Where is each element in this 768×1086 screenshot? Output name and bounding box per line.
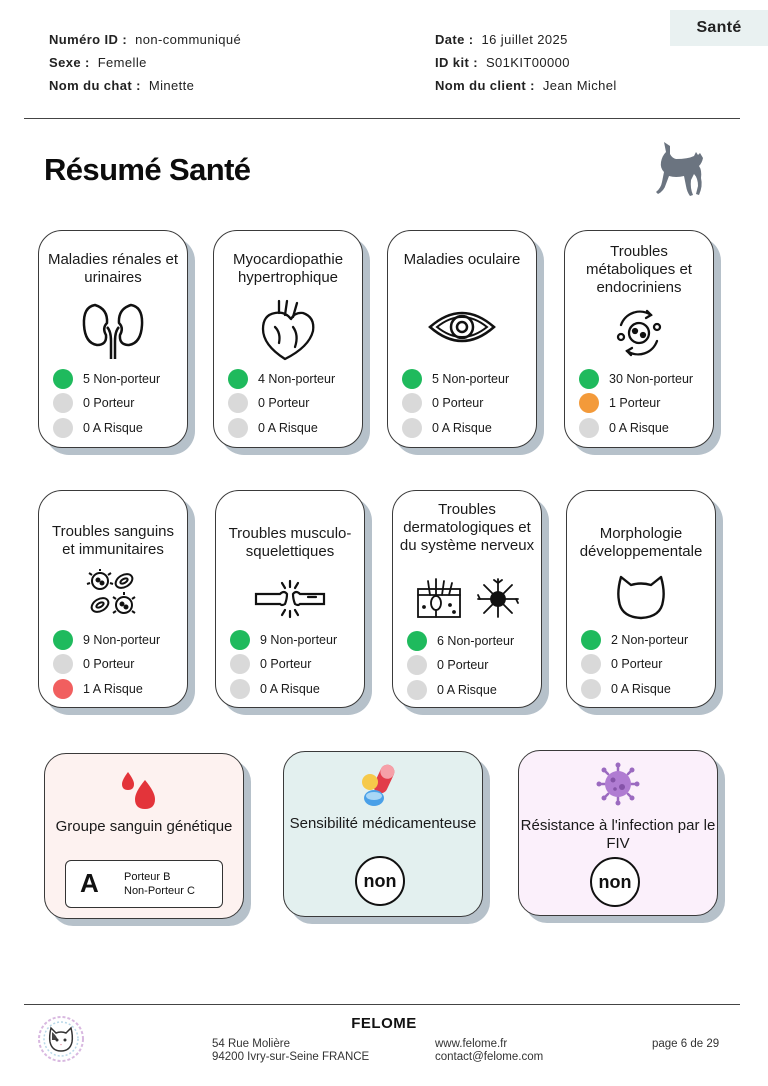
stat-porteur: 0 Porteur	[228, 393, 309, 413]
footer-brand: FELOME	[351, 1015, 417, 1032]
stat-a-risque: 0 A Risque	[402, 418, 492, 438]
status-dot	[402, 393, 422, 413]
card-title: Groupe sanguin génétique	[55, 818, 233, 835]
stat-porteur: 0 Porteur	[53, 393, 134, 413]
status-dot	[579, 418, 599, 438]
footer-divider	[24, 1004, 740, 1005]
stat-porteur: 0 Porteur	[581, 654, 662, 674]
card-title: Myocardiopathie hypertrophique	[232, 251, 344, 286]
section-tag	[670, 10, 768, 46]
card-musculo	[215, 490, 365, 708]
status-dot	[53, 369, 73, 389]
status-dot	[581, 679, 601, 699]
status-dot	[230, 654, 250, 674]
stat-a-risque: 0 A Risque	[230, 679, 320, 699]
stat-porteur: 0 Porteur	[53, 654, 134, 674]
blood-group-result	[65, 860, 223, 908]
stat-non-porteur: 9 Non-porteur	[53, 630, 160, 650]
stat-non-porteur: 30 Non-porteur	[579, 369, 693, 389]
status-dot	[230, 679, 250, 699]
blood-group-line2: Non-Porteur C	[124, 885, 195, 897]
status-dot	[230, 630, 250, 650]
card-title: Troubles métaboliques et endocriniens	[586, 243, 692, 296]
info-sexe: Sexe : Femelle	[49, 55, 147, 70]
page-number: page 6 de 29	[652, 1038, 720, 1050]
status-dot	[53, 679, 73, 699]
card-myocardiopathie	[213, 230, 363, 448]
virus-icon	[595, 761, 641, 807]
status-dot	[228, 418, 248, 438]
status-dot	[581, 630, 601, 650]
info-date: Date : 16 juillet 2025	[435, 32, 568, 47]
header-divider	[24, 118, 740, 119]
stat-a-risque: 1 A Risque	[53, 679, 143, 699]
card-title: Sensibilité médicamenteuse	[289, 815, 477, 832]
stat-a-risque: 0 A Risque	[53, 418, 143, 438]
footer-address-line1: 54 Rue Molière	[212, 1038, 290, 1050]
footer-website-link[interactable]: www.felome.fr	[435, 1038, 508, 1050]
metabolism-cycle-icon	[565, 307, 713, 359]
stat-porteur: 0 Porteur	[230, 654, 311, 674]
status-dot	[53, 393, 73, 413]
card-title: Maladies oculaire	[403, 251, 521, 268]
info-numero-id: Numéro ID : non-communiqué	[49, 32, 242, 47]
section-tag-label: Santé	[696, 19, 742, 36]
status-dot	[402, 369, 422, 389]
drug-sensitivity-result: non	[355, 856, 405, 906]
fiv-resistance-result: non	[590, 857, 640, 907]
pills-icon	[360, 762, 400, 808]
card-title: Résistance à l'infection par le FIV	[520, 817, 716, 852]
status-dot	[228, 369, 248, 389]
card-title: Troubles dermatologiques et du système nerveux	[399, 501, 535, 554]
blood-group-line1: Porteur B	[124, 871, 171, 883]
status-dot	[228, 393, 248, 413]
card-fiv-resistance	[518, 750, 718, 916]
cat-silhouette-icon	[646, 138, 708, 200]
card-title: Troubles musculo-squelettiques	[228, 525, 352, 560]
stat-porteur: 0 Porteur	[402, 393, 483, 413]
stat-a-risque: 0 A Risque	[581, 679, 671, 699]
status-dot	[53, 630, 73, 650]
stat-a-risque: 0 A Risque	[228, 418, 318, 438]
status-dot	[53, 654, 73, 674]
blood-group-letter: A	[80, 868, 99, 898]
stat-porteur: 0 Porteur	[407, 655, 488, 675]
status-dot	[402, 418, 422, 438]
status-dot	[53, 418, 73, 438]
card-blood-group	[44, 753, 244, 919]
card-title: Maladies rénales et urinaires	[47, 251, 179, 286]
info-id-kit: ID kit : S01KIT00000	[435, 55, 570, 70]
card-morphologie	[566, 490, 716, 708]
card-title: Morphologie développementale	[579, 525, 703, 560]
stat-non-porteur: 6 Non-porteur	[407, 631, 514, 651]
page-title: Résumé Santé	[44, 152, 251, 187]
eye-icon	[388, 305, 536, 349]
joint-bone-icon	[216, 577, 364, 621]
status-dot	[579, 369, 599, 389]
skin-neuron-icon	[393, 577, 541, 619]
stat-non-porteur: 5 Non-porteur	[53, 369, 160, 389]
blood-cells-icon	[39, 569, 187, 619]
status-dot	[407, 680, 427, 700]
status-dot	[407, 655, 427, 675]
info-nom-chat: Nom du chat : Minette	[49, 78, 195, 93]
stat-non-porteur: 5 Non-porteur	[402, 369, 509, 389]
heart-icon	[214, 297, 362, 363]
stat-a-risque: 0 A Risque	[579, 418, 669, 438]
status-dot	[407, 631, 427, 651]
footer-email-link[interactable]: contact@felome.com	[435, 1051, 544, 1063]
stat-non-porteur: 2 Non-porteur	[581, 630, 688, 650]
kidneys-icon	[39, 299, 187, 361]
stat-non-porteur: 9 Non-porteur	[230, 630, 337, 650]
card-drug-sensitivity	[283, 751, 483, 917]
card-dermatologiques	[392, 490, 542, 708]
card-renal	[38, 230, 188, 448]
status-dot	[581, 654, 601, 674]
blood-drops-icon	[119, 770, 161, 812]
footer-address-line2: 94200 Ivry-sur-Seine FRANCE	[212, 1051, 370, 1063]
card-sanguins	[38, 490, 188, 708]
stat-a-risque: 0 A Risque	[407, 680, 497, 700]
card-oculaire	[387, 230, 537, 448]
card-title: Troubles sanguins et immunitaires	[51, 523, 174, 558]
stat-non-porteur: 4 Non-porteur	[228, 369, 335, 389]
info-nom-client: Nom du client : Jean Michel	[435, 78, 617, 93]
stat-porteur: 1 Porteur	[579, 393, 660, 413]
card-metaboliques	[564, 230, 714, 448]
status-dot	[579, 393, 599, 413]
cat-head-icon	[567, 573, 715, 621]
